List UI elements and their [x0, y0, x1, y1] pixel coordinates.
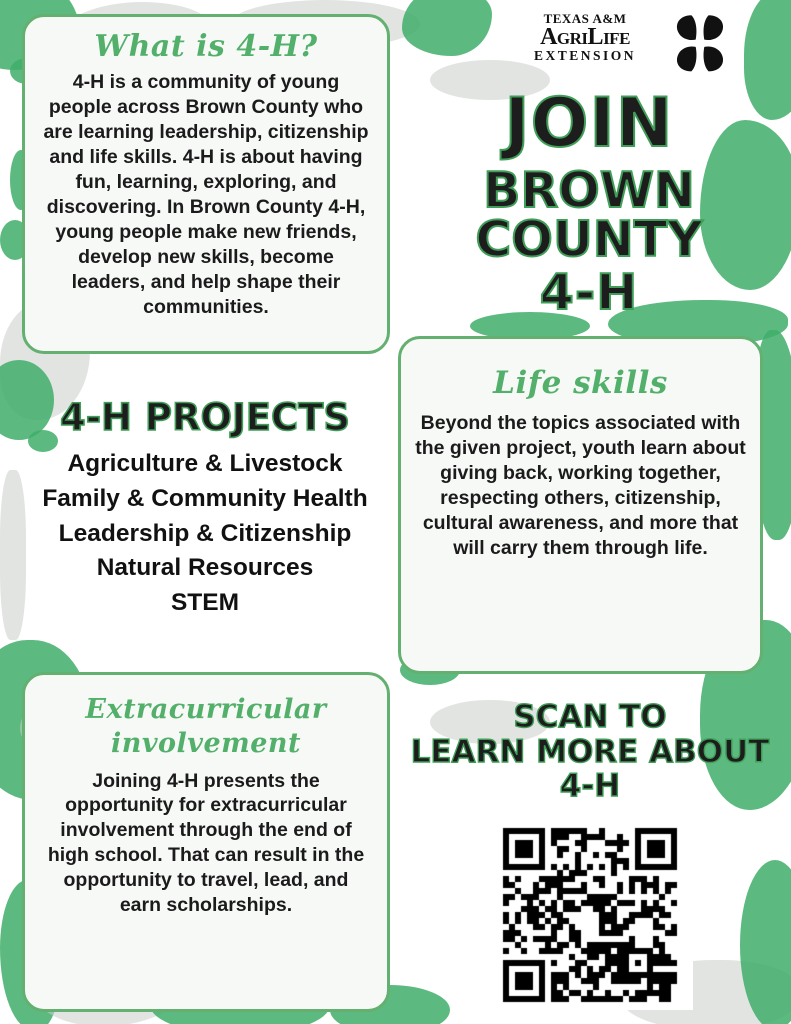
what-is-4h-card: [22, 14, 390, 354]
qr-code-canvas[interactable]: [487, 820, 693, 1010]
extracurricular-card: [22, 672, 390, 1012]
what-is-4h-body: 4-H is a community of young people across Brown County who are learning leadership, citizenship and life skills. 4-H is about having fun, learning, exploring, and discovering. In Brown County 4-H, young people make new friends, develop new skills, become leaders, and help shape their communities.: [43, 71, 369, 318]
four-leaf-clover-icon: [662, 8, 738, 80]
scan-section: [400, 700, 780, 804]
headline-line-4h: 4-H: [539, 264, 639, 321]
extracurricular-heading-line2: involvement: [110, 727, 302, 759]
scan-line-2: LEARN MORE ABOUT 4-H: [410, 733, 770, 805]
list-item: Leadership & Citizenship: [58, 519, 352, 547]
headline-line-county: BROWN COUNTY: [475, 162, 703, 268]
projects-section: [20, 396, 390, 621]
list-item: STEM: [170, 589, 240, 617]
main-headline: [396, 84, 782, 321]
list-item: Agriculture & Livestock: [67, 450, 343, 477]
projects-list: [20, 447, 390, 621]
life-skills-heading: Life skills: [493, 365, 668, 401]
headline-line-join: JOIN: [504, 84, 674, 163]
agrilife-logo-line3: EXTENSION: [533, 48, 637, 63]
what-is-4h-heading: What is 4-H?: [94, 29, 318, 64]
scan-line-1: SCAN TO: [513, 699, 667, 735]
projects-heading: 4-H PROJECTS: [59, 396, 351, 439]
list-item: Family & Community Health: [42, 484, 368, 512]
life-skills-card: [398, 336, 763, 674]
agrilife-logo-line1: TEXAS A&M: [543, 11, 627, 26]
extracurricular-heading-line1: Extracurricular: [85, 694, 327, 725]
list-item: Natural Resources: [96, 554, 314, 582]
agrilife-logo-line2: AGRILIFE: [540, 24, 630, 50]
extracurricular-heading: [41, 693, 371, 761]
agrilife-extension-logo: [520, 12, 650, 63]
extracurricular-body: Joining 4-H presents the opportunity for extracurricular involvement through the end of high school. That can result in the opportunity to travel, lead, and earn scholarships.: [47, 769, 365, 917]
life-skills-body: Beyond the topics associated with the given project, youth learn about giving back, working together, respecting others, citizenship, cultural awareness, and more that will carry them through life.: [415, 412, 746, 559]
qr-code[interactable]: [487, 820, 693, 1010]
